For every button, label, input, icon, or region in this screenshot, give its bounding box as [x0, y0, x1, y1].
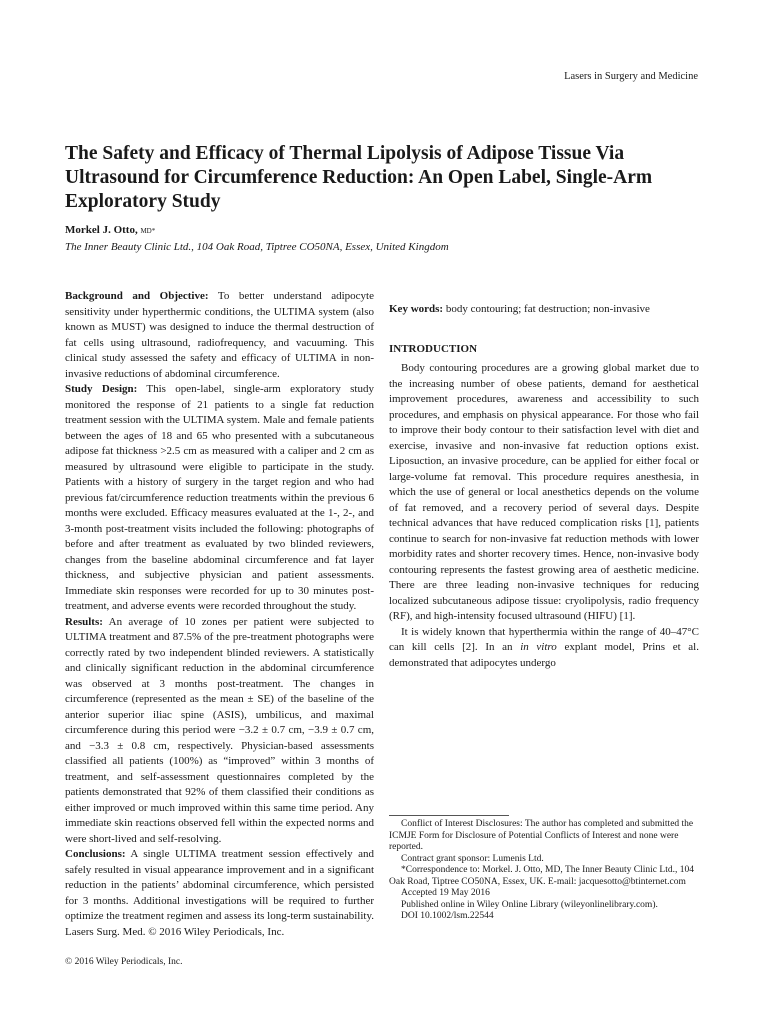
abstract-results	[65, 615, 374, 848]
footnote-divider	[389, 815, 509, 816]
intro-p2-end: explant model, Prins et al. demonstrated that adipocytes undergo	[389, 641, 699, 669]
article-title: The Safety and Efficacy of Thermal Lipolysis of Adipose Tissue Via Ultrasound for Circumference Reduction: An Open Label, Single-Arm Exploratory Study	[65, 143, 653, 212]
intro-paragraph-1: Body contouring procedures are a growing global market due to the increasing number of obese patients, demand for aesthetical improvement procedures, awareness and accessibility to such procedures, and emphasis on physical appearance. For those who fail to improve their body contour to their satisfaction level with diet and exercise, invasive and non-invasive fat reduction options exist. Liposuction, an invasive procedure, can be applied for either focal or large-volume fat removal. This procedure requires anesthesia, in which the use of general or local anesthetics depends on the volume of fat removed, and a recovery period of several days. Despite technical advances that have reduced complication risks [1], patients continue to search for non-invasive fat reduction methods with lower morbidity rates and shorter recovery times. Hence, non-invasive body contouring represents the fastest growing area of aesthetic medicine. There are three leading non-invasive techniques for reducing localized subcutaneous adipose tissue: cryolipolysis, radio frequency (RF), and high-intensity focused ultrasound (HIFU) [1].	[389, 362, 699, 622]
background-text: To better understand adipocyte sensitivity under hyperthermic conditions, the ULTIMA system (also known as MUST) was designed to induce the thermal destruction of fat cells using ultrasound, radiofrequency, and vacuuming. This clinical study assessed the safety and efficacy of ULTIMA in non-invasive reductions of abdominal circumference.	[65, 290, 374, 380]
conclusions-label: Conclusions:	[65, 848, 126, 860]
intro-p2-italic: in vitro	[520, 641, 557, 653]
abstract-design	[65, 382, 374, 615]
author-affiliation: The Inner Beauty Clinic Ltd., 104 Oak Road, Tiptree CO50NA, Essex, United Kingdom	[65, 241, 449, 253]
intro-p2-start: It is widely known that hyperthermia within the range of 40–47°C can kill cells [2]. In an	[389, 625, 699, 653]
keywords	[389, 302, 699, 318]
sponsor-note: Contract grant sponsor: Lumenis Ltd.	[401, 853, 544, 864]
abstract-background	[65, 289, 374, 382]
body-column	[389, 289, 699, 671]
author-line	[65, 224, 155, 236]
background-label: Background and Objective:	[65, 290, 209, 302]
keywords-label: Key words:	[389, 303, 444, 315]
design-label: Study Design:	[65, 383, 138, 395]
footnotes	[389, 815, 707, 923]
introduction-heading: INTRODUCTION	[389, 342, 478, 355]
doi-note: DOI 10.1002/lsm.22544	[401, 911, 494, 921]
author-name: Morkel J. Otto,	[65, 224, 138, 236]
conflict-note: Conflict of Interest Disclosures: The author has completed and submitted the ICMJE Form for Disclosure of Potential Conflicts of Interest and none were reported.	[389, 819, 694, 852]
design-text: This open-label, single-arm exploratory study monitored the response of 21 patients to a single fat reduction treatment session with the ULTIMA system. Male and female patients between the ages of 18 and 65 who presented with a subcutaneous adipose fat thickness >2.5 cm as measured with a caliper and 2 cm as measured by ultrasound were eligible to participate in the study. Patients with a history of surgery in the target region and who had previous fat/circumference reduction treatments within the previous 6 months were excluded. Efficacy measures evaluated at the 1-, 2-, and 3-month post-treatment visits included the following: photographs of before and after treatment as evaluated by two blinded reviewers, changes from the baseline abdominal circumference and fat layer thickness, and subjective physician and patient assessments. Immediate skin responses were recorded for up to 30 minutes post-treatment, and adverse events were recorded throughout the study.	[65, 383, 374, 612]
abstract-column	[65, 289, 374, 940]
conclusions-text: A single ULTIMA treatment session effectively and safely resulted in visual appearance improvement and in a significant reduction in the patients’ abdominal circumference, which persisted for 3 months. Additional investigations will be required to further optimize the treatment regimen and assess its long-term sustainability. Lasers Surg. Med. © 2016 Wiley Periodicals, Inc.	[65, 848, 374, 938]
results-label: Results:	[65, 615, 103, 628]
abstract-conclusions	[65, 847, 374, 940]
correspondence-note: *Correspondence to: Morkel. J. Otto, MD, The Inner Beauty Clinic Ltd., 104 Oak Road, Tiptree CO50NA, Essex, UK. E-mail: jacquesotto@btinternet.com	[389, 865, 694, 887]
accepted-note: Accepted 19 May 2016	[401, 888, 490, 898]
copyright-footer: © 2016 Wiley Periodicals, Inc.	[65, 957, 183, 967]
author-degree: MD*	[140, 227, 156, 235]
journal-name: Lasers in Surgery and Medicine	[564, 71, 698, 82]
keywords-text: body contouring; fat destruction; non-invasive	[443, 303, 650, 315]
published-note: Published online in Wiley Online Library (wileyonlinelibrary.com).	[401, 899, 658, 910]
intro-paragraph-2	[389, 625, 699, 672]
results-text: An average of 10 zones per patient were subjected to ULTIMA treatment and 87.5% of the pre-treatment photographs were correctly rated by two independent blinded reviewers. A statistically and clinically significant reduction in the abdominal circumference was observed at 3 months post-treatment. The changes in circumference (represented as the mean ± SE) of the baseline of the anterior superior iliac spine (ASIS), umbilicus, and maximal circumference during this period were −3.2 ± 0.7 cm, −3.9 ± 0.7 cm, and −3.3 ± 0.8 cm, respectively. Physician-based assessments classified all patients (100%) as “improved” within 3 months of treatment, and self-assessment questionnaires completed by the patients demonstrated that 92% of them classified their conditions as either improved or much improved within this same time period. Any immediate skin reactions observed fell within the expected norms and were short-lived and self-resolving.	[65, 615, 374, 845]
